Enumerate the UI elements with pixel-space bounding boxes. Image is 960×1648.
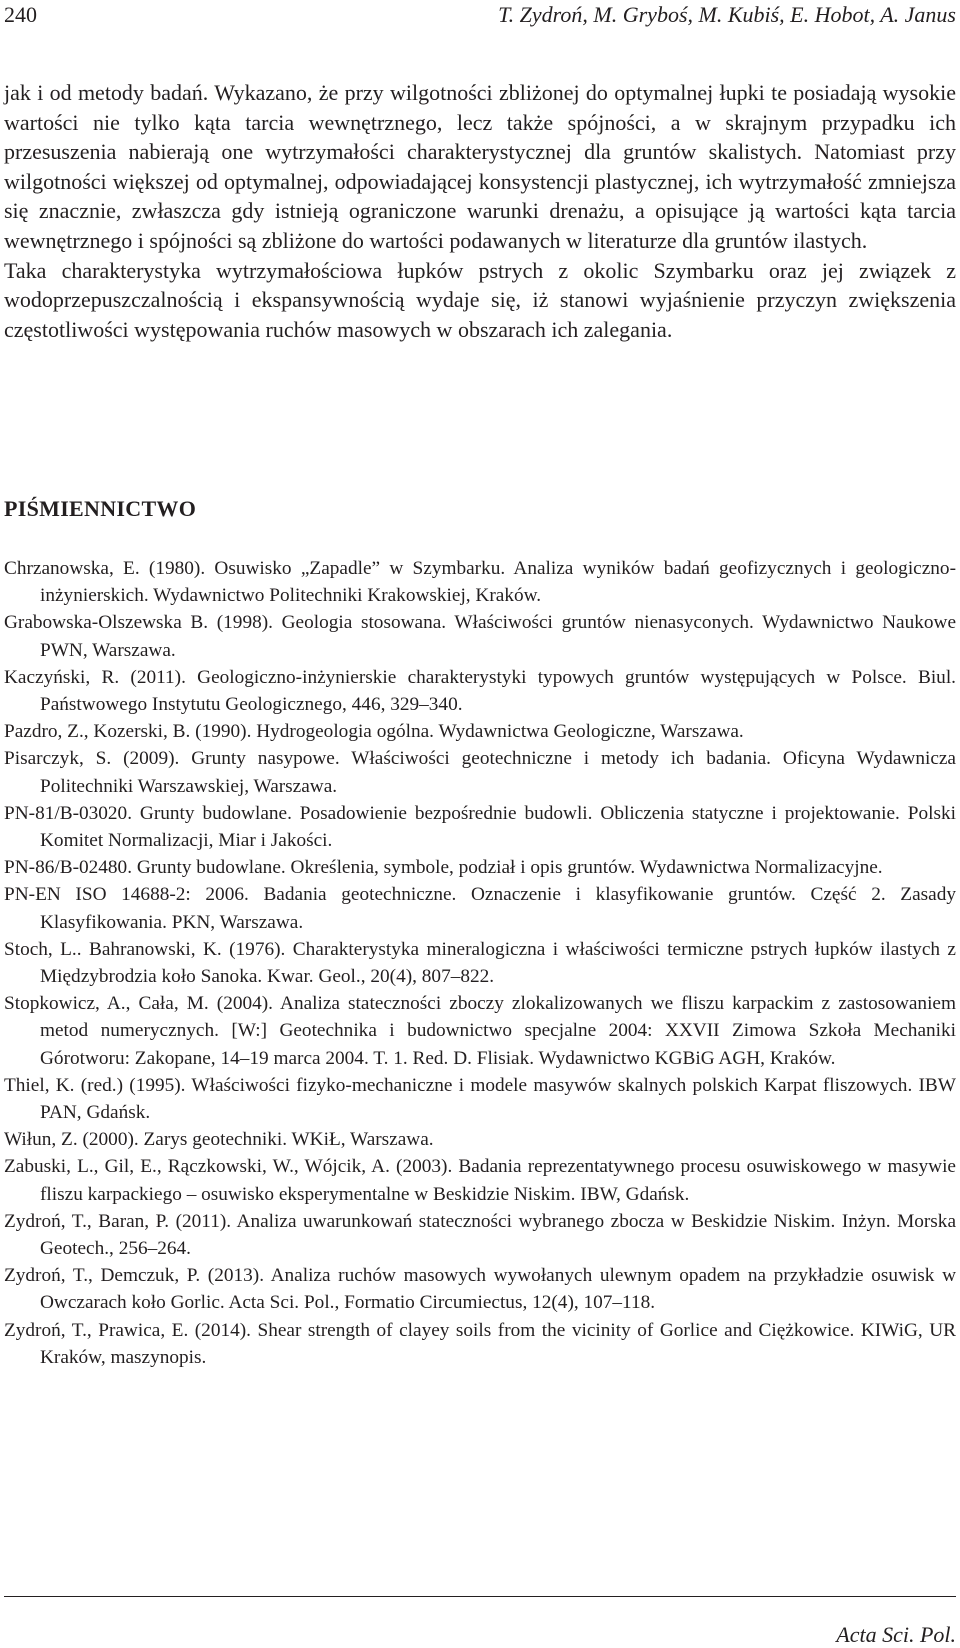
footer-journal-name: Acta Sci. Pol. xyxy=(836,1622,956,1647)
reference-item: PN-EN ISO 14688-2: 2006. Badania geotechniczne. Oznaczenie i klasyfikowanie gruntów. Część 2. Zasady Klasyfikowania. PKN, Warszawa. xyxy=(4,884,956,933)
reference-item: PN-86/B-02480. Grunty budowlane. Określenia, symbole, podział i opis gruntów. Wydawnictwa Normalizacyjne. xyxy=(4,857,883,879)
reference-item: Grabowska-Olszewska B. (1998). Geologia stosowana. Właściwości gruntów nienasyconych. Wydawnictwo Naukowe PWN, Warszawa. xyxy=(4,612,956,661)
reference-item: Stopkowicz, A., Cała, M. (2004). Analiza stateczności zboczy zlokalizowanych we fliszu karpackim z zastosowaniem metod numerycznych. [W:] Geotechnika i budownictwo specjalne 2004: XXVII Zimowa Szkoła Mechaniki Górotworu: Zakopane, 14–19 marca 2004. T. 1. Red. D. Flisiak. Wydawnictwo KGBiG AGH, Kraków. xyxy=(4,993,956,1069)
reference-item: Kaczyński, R. (2011). Geologiczno-inżynierskie charakterystyki typowych gruntów występujących w Polsce. Biul. Państwowego Instytutu Geologicznego, 446, 329–340. xyxy=(4,666,956,716)
reference-item: PN-81/B-03020. Grunty budowlane. Posadowienie bezpośrednie budowli. Obliczenia statyczne i projektowanie. Polski Komitet Normalizacji, Miar i Jakości. xyxy=(4,802,956,852)
footer-rule xyxy=(4,1596,956,1597)
running-head xyxy=(0,0,956,30)
reference-item: Thiel, K. (red.) (1995). Właściwości fizyko-mechaniczne i modele masywów skalnych polskich Karpat fliszowych. IBW PAN, Gdańsk. xyxy=(4,1074,956,1124)
reference-item: Zydroń, T., Baran, P. (2011). Analiza uwarunkowań stateczności wybranego zbocza w Beskidzie Niskim. Inżyn. Morska Geotech., 256–264. xyxy=(4,1210,956,1260)
reference-item: Chrzanowska, E. (1980). Osuwisko „Zapadle” w Szymbarku. Analiza wyników badań geofizycznych i geologiczno-inżynierskich. Wydawnictwo Politechniki Krakowskiej, Kraków. xyxy=(4,558,956,607)
reference-item: Pisarczyk, S. (2009). Grunty nasypowe. Właściwości geotechniczne i metody ich badania. Oficyna Wydawnicza Politechniki Warszawskiej, Warszawa. xyxy=(4,748,956,797)
running-head-authors: T. Zydroń, M. Gryboś, M. Kubiś, E. Hobot, A. Janus xyxy=(498,2,956,27)
reference-item: Zabuski, L., Gil, E., Rączkowski, W., Wójcik, A. (2003). Badania reprezentatywnego procesu osuwiskowego w masywie fliszu karpackiego – osuwisko eksperymentalne w Beskidzie Niskim. IBW, Gdańsk. xyxy=(4,1156,956,1205)
reference-item: Stoch, L.. Bahranowski, K. (1976). Charakterystyka mineralogiczna i właściwości termiczne pstrych łupków ilastych z Międzybrodzia koło Sanoka. Kwar. Geol., 20(4), 807–822. xyxy=(4,938,956,988)
body-text xyxy=(4,78,956,344)
reference-item: Zydroń, T., Prawica, E. (2014). Shear strength of clayey soils from the vicinity of Gorlice and Ciężkowice. KIWiG, UR Kraków, maszynopis. xyxy=(4,1319,956,1368)
body-paragraph: Taka charakterystyka wytrzymałościowa łupków pstrych z okolic Szymbarku oraz jej związek z wodoprzepuszczalnością i ekspansywnością wydaje się, iż stanowi wyjaśnienie przyczyn zwiększenia częstotliwości występowania ruchów masowych w obszarach ich zalegania. xyxy=(4,257,956,342)
body-paragraph: jak i od metody badań. Wykazano, że przy wilgotności zbliżonej do optymalnej łupki te posiadają wysokie wartości nie tylko kąta tarcia wewnętrznego, lecz także spójności, a w skrajnym przypadku ich przesuszenia nabierają one wytrzymałości charakterystycznej dla gruntów skalistych. Natomiast przy wilgotności większej od optymalnej, odpowiadającej konsystencji plastycznej, ich wytrzymałość zmniejsza się znacznie, zwłaszcza gdy istnieją ograniczone warunki drenażu, a opisujące ją wartości kąta tarcia wewnętrznego i spójności są zbliżone do wartości podawanych w literaturze dla gruntów ilastych. xyxy=(4,80,956,253)
page-number: 240 xyxy=(4,2,37,27)
reference-item: Pazdro, Z., Kozerski, B. (1990). Hydrogeologia ogólna. Wydawnictwa Geologiczne, Warszawa. xyxy=(4,721,744,743)
reference-item: Zydroń, T., Demczuk, P. (2013). Analiza ruchów masowych wywołanych ulewnym opadem na przykładzie osuwisk w Owczarach koło Gorlic. Acta Sci. Pol., Formatio Circumiectus, 12(4), 107–118. xyxy=(4,1265,956,1314)
reference-item: Wiłun, Z. (2000). Zarys geotechniki. WKiŁ, Warszawa. xyxy=(4,1129,434,1151)
references-list xyxy=(4,555,956,1371)
references-heading: PIŚMIENNICTWO xyxy=(4,496,197,521)
